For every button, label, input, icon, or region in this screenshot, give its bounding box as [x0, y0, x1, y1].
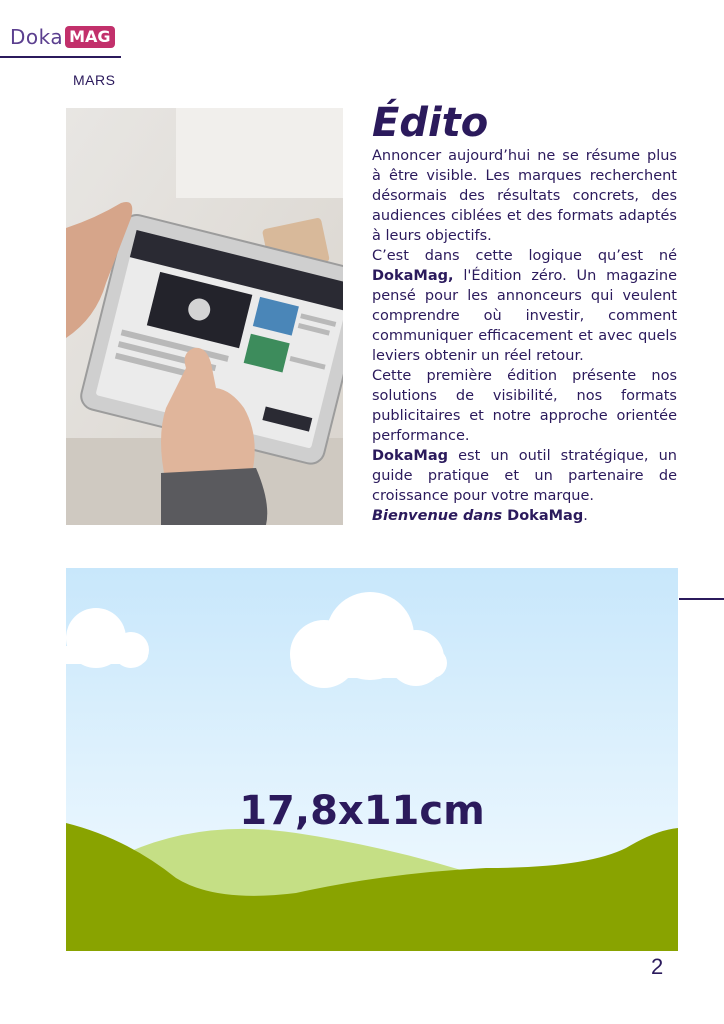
brand-name: DokaMag: [502, 508, 584, 524]
logo-text-mag: MAG: [65, 26, 114, 48]
text-span: .: [583, 508, 588, 524]
edito-closing: [372, 506, 677, 526]
edito-paragraph: [372, 246, 677, 366]
logo-text-doka: Doka: [10, 25, 64, 49]
tablet-photo: [66, 108, 343, 525]
dokamag-logo: [10, 24, 115, 50]
header-divider: [0, 56, 121, 58]
text-span: l'Édition zéro. Un magazine pensé pour les annonceurs qui veulent comprendre où investir, comment communiquer efficacement et avec quels leviers obtenir un réel retour.: [372, 268, 677, 364]
edito-body: [372, 146, 677, 526]
issue-month: MARS: [73, 72, 116, 88]
edito-title: Édito: [372, 100, 489, 146]
closing-italic: Bienvenue dans: [372, 508, 503, 524]
edito-paragraph: Cette première édition présente nos solutions de visibilité, nos formats publicitaires et notre approche orientée performance.: [372, 368, 677, 444]
text-span: C’est dans cette logique qu’est né: [372, 248, 677, 264]
brand-name: DokaMag,: [372, 268, 454, 284]
page-number: 2: [651, 954, 664, 979]
side-divider: [679, 598, 724, 600]
brand-name: DokaMag: [372, 448, 449, 464]
text-span: est un outil stratégique, un guide pratique et un partenaire de croissance pour votre marque.: [372, 448, 677, 504]
edito-paragraph: [372, 446, 677, 506]
edito-paragraph: Annoncer aujourd’hui ne se résume plus à être visible. Les marques recherchent désormais des résultats concrets, des audiences ciblées et des formats adaptés à leurs objectifs.: [372, 148, 677, 244]
ad-size-label: 17,8x11cm: [239, 788, 485, 834]
ad-placeholder: [66, 568, 678, 951]
